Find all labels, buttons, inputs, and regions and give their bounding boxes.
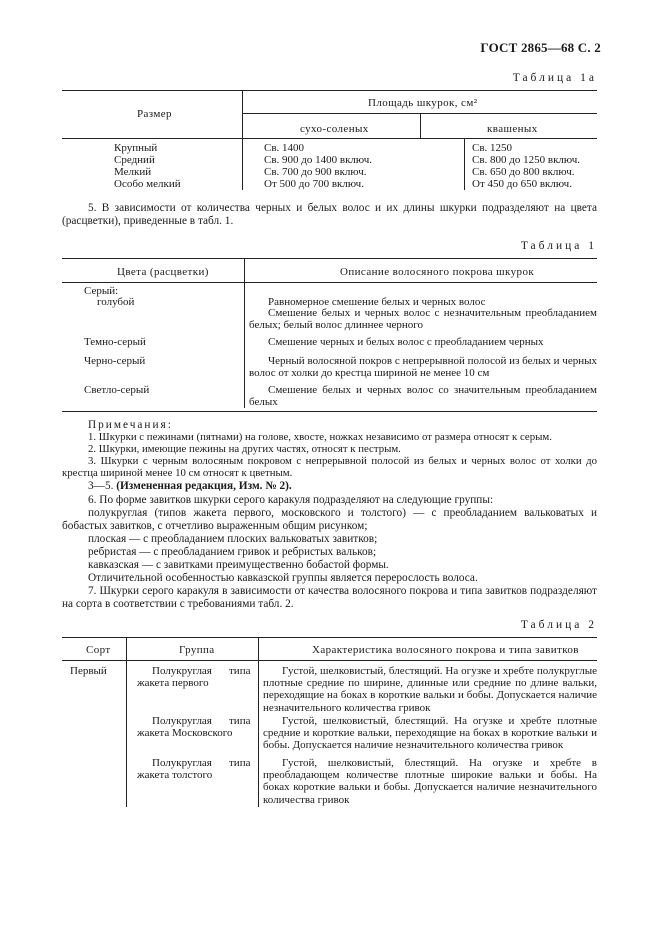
- group-3: ребристая — с преобладанием гривок и ребристых вальков;: [88, 546, 377, 558]
- table-1a-col-area: Площадь шкурок, см²: [368, 97, 478, 109]
- table-1-caption: Таблица 1: [520, 240, 597, 252]
- paragraph-5: 5. В зависимости от количества черных и белых волос и их длины шкурки подразделяют на цвета (расцветки), приведенные в табл. 1.: [62, 202, 597, 228]
- table-1a-col-divider: [242, 90, 243, 138]
- group-4: кавказская — с завитками преимущественно бобастой формы.: [88, 559, 389, 571]
- table-2-caption: Таблица 2: [520, 619, 597, 631]
- table-2-r3-group-a: Полукруглая: [152, 757, 212, 769]
- table-2-r2-group-b: типа: [229, 715, 251, 727]
- table-2-r3-desc: Густой, шелковистый, блестящий. На огузке и хребте в преобладающем количестве плотные широкие вальки и бобы. На боках короткие вальки и бобы. Допускается наличие незначительного количества гривок: [263, 757, 597, 806]
- table-1a-row-size: Мелкий: [114, 166, 152, 178]
- table-2-r1-group-a: Полукруглая: [152, 665, 212, 677]
- table-2-r3-group-b: типа: [229, 757, 251, 769]
- table-1a-caption: Таблица 1а: [512, 72, 597, 84]
- table-2-col-grade: Сорт: [86, 644, 111, 656]
- table-1-col-desc: Описание волосяного покрова шкурок: [340, 266, 535, 278]
- table-1-color-dark-gray: Темно-серый: [84, 336, 146, 348]
- table-1a-row-size: Крупный: [114, 142, 158, 154]
- table-2-r2-group-a: Полукруглая: [152, 715, 212, 727]
- table-1a-body-divider-1: [242, 138, 243, 190]
- table-1-col-divider: [244, 258, 245, 408]
- table-2-col-divider-1: [126, 637, 127, 807]
- note-2: 2. Шкурки, имеющие пежины на других частях, относят к пестрым.: [88, 443, 401, 455]
- table-1-desc-blue-2: Смешение белых и черных волос с незначительным преобладанием белых; белый волос длиннее черного: [249, 307, 597, 332]
- group-2: плоская — с преобладанием плоских вальковатых завитков;: [88, 533, 378, 545]
- table-1a-row-soaked: Св. 800 до 1250 включ.: [472, 154, 580, 166]
- edit-note-bold: (Измененная редакция, Изм. № 2).: [116, 480, 292, 492]
- page-header: ГОСТ 2865—68 С. 2: [480, 40, 601, 55]
- table-1a-col-dry: сухо-соленых: [300, 123, 369, 135]
- table-1a-row-soaked: Св. 1250: [472, 142, 513, 154]
- table-1-color-blue: голубой: [97, 296, 135, 308]
- paragraph-7: 7. Шкурки серого каракуля в зависимости от качества волосяного покрова и типа завитков подразделяют на сорта в соответствии с требованиями табл. 2.: [62, 585, 597, 611]
- table-1-head-rule: [62, 282, 597, 283]
- table-1a-row-dry: Св. 700 до 900 включ.: [264, 166, 367, 178]
- table-1-desc-dark-gray: Смешение черных и белых волос с преобладанием черных: [268, 336, 544, 348]
- table-2-r2-desc: Густой, шелковистый, блестящий. На огузке и хребте плотные средние и короткие вальки, переходящие на боках в короткие вальки и бобы. Допускается наличие незначительного количества гривок: [263, 715, 597, 752]
- table-1a-col-size: Размер: [137, 108, 172, 120]
- table-1a-col-soaked: квашеных: [487, 123, 538, 135]
- table-1a-head-rule: [62, 138, 597, 139]
- paragraph-6: 6. По форме завитков шкурки серого каракуля подразделяют на следующие группы:: [88, 494, 494, 506]
- edit-note: [88, 480, 292, 493]
- table-2-r1-desc: Густой, шелковистый, блестящий. На огузке и хребте полукруглые плотные средние по ширине, длинные или средние по длине вальки, переходящие на боках в короткие вальки и бобы. Допускается наличие незначительного количества гривок: [263, 665, 597, 714]
- table-2-r2-group-c: жакета Московского: [137, 727, 233, 739]
- table-2-r1-group-c: жакета первого: [137, 677, 209, 689]
- table-2-head-rule: [62, 660, 597, 661]
- group-1: полукруглая (типов жакета первого, московского и толстого) — с преобладанием вальковатых и бобастых завитков, с отчетливо выраженным общим рисунком;: [62, 507, 597, 533]
- table-1a-row-dry: Св. 1400: [264, 142, 305, 154]
- table-1-col-color: Цвета (расцветки): [117, 266, 209, 278]
- note-3: 3. Шкурки с черным волосяным покровом с непрерывной полосой из белых и черных волос от холки до крестца шириной менее 10 см относят к цветным.: [62, 455, 597, 479]
- table-2-r1-group-b: типа: [229, 665, 251, 677]
- table-1-desc-black-gray: Черный волосяной покров с непрерывной полосой из белых и черных волос от холки до крестца шириной не менее 10 см: [249, 355, 597, 380]
- table-1-desc-light-gray: Смешение белых и черных волос со значительным преобладанием белых: [249, 384, 597, 409]
- table-1a-top-rule: [62, 90, 597, 91]
- table-1-top-rule: [62, 258, 597, 259]
- table-2-col-desc: Характеристика волосяного покрова и типа завитков: [312, 644, 579, 656]
- table-1a-row-soaked: От 450 до 650 включ.: [472, 178, 572, 190]
- table-1a-body-divider-2: [464, 138, 465, 190]
- table-2-grade: Первый: [70, 665, 107, 677]
- table-1a-row-size: Особо мелкий: [114, 178, 181, 190]
- notes-title: Примечания:: [88, 419, 173, 431]
- table-1-desc-blue-1: Равномерное смешение белых и черных волос: [268, 296, 486, 308]
- table-2-col-group: Группа: [179, 644, 215, 656]
- table-1-color-light-gray: Светло-серый: [84, 384, 150, 396]
- table-1-color-black-gray: Черно-серый: [84, 355, 146, 367]
- table-1-color-gray: Серый:: [84, 285, 119, 297]
- table-1-bottom-rule: [62, 411, 597, 412]
- note-1: 1. Шкурки с пежинами (пятнами) на голове, хвосте, ножках независимо от размера относят к серым.: [88, 431, 552, 443]
- table-2-r3-group-c: жакета толстого: [137, 769, 213, 781]
- table-1a-row-dry: От 500 до 700 включ.: [264, 178, 364, 190]
- table-1a-row-soaked: Св. 650 до 800 включ.: [472, 166, 575, 178]
- edit-note-prefix: 3—5.: [88, 480, 114, 492]
- group-5: Отличительной особенностью кавказской группы является перерослость волоса.: [88, 572, 478, 584]
- table-1a-row-size: Средний: [114, 154, 155, 166]
- table-2-col-divider-2: [258, 637, 259, 807]
- table-1a-subcol-divider: [420, 113, 421, 138]
- table-2-top-rule: [62, 637, 597, 638]
- table-1a-row-dry: Св. 900 до 1400 включ.: [264, 154, 372, 166]
